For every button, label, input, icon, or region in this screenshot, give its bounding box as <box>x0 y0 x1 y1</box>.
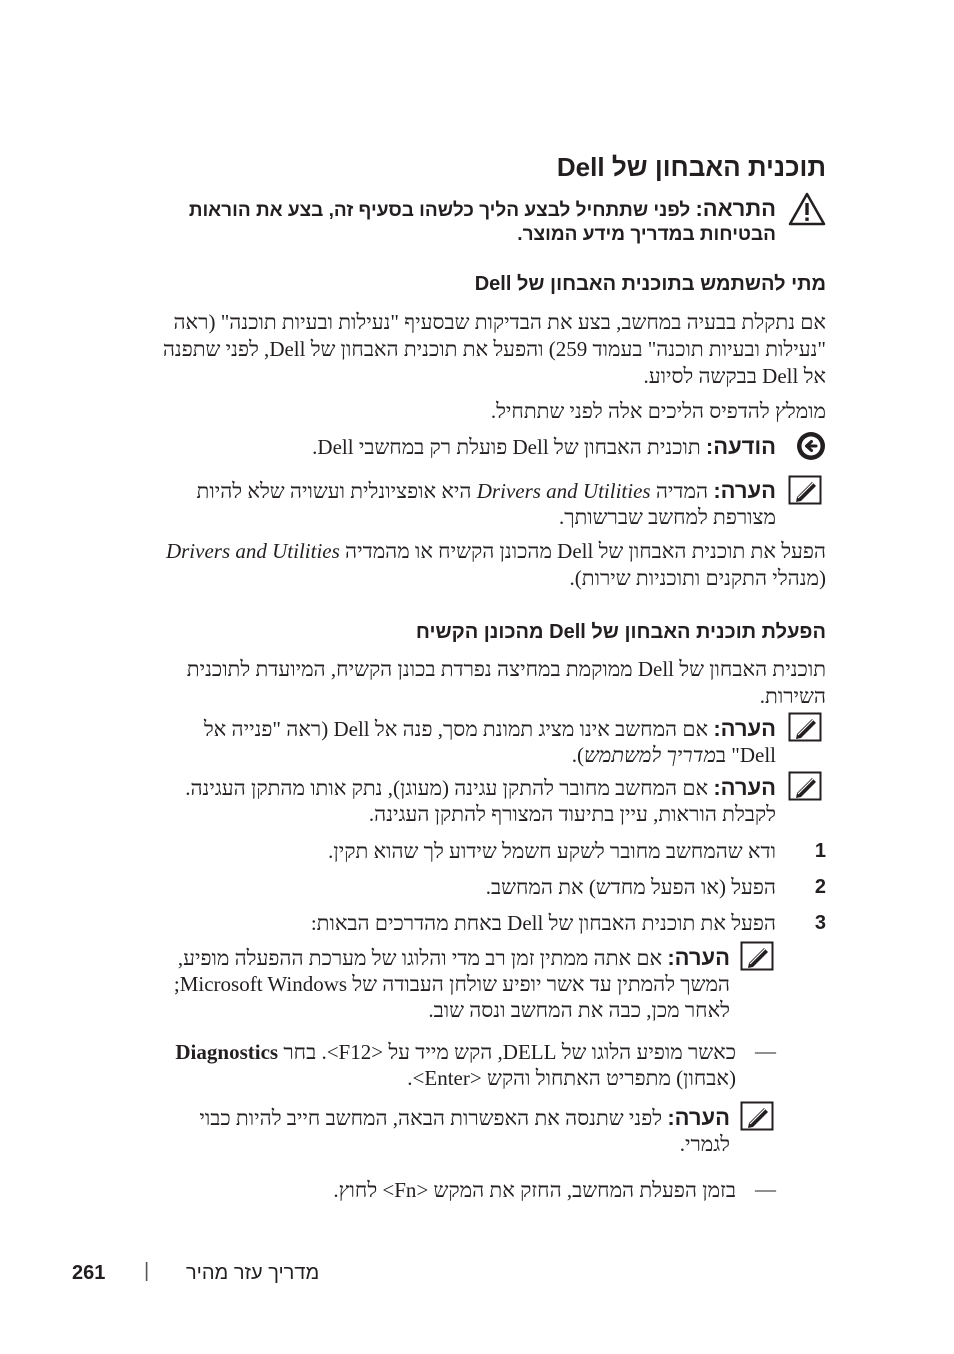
note-pencil-icon <box>788 771 822 801</box>
step-text: הפעל את תוכנית האבחון של Dell באחת מהדרכים הבאות: <box>310 911 776 935</box>
caution-line-1 <box>189 196 776 224</box>
section-heading-start-from-hard-drive: הפעלת תוכנית האבחון של Dell מהכונן הקשיח <box>415 621 826 643</box>
note-pencil-icon <box>788 712 822 742</box>
section-heading-when-to-use: מתי להשתמש בתוכנית האבחון של Dell <box>474 273 826 295</box>
note-text: המדיה <box>650 479 709 503</box>
diagnostics-menu-name: Diagnostics <box>175 1040 279 1064</box>
note-computer-off <box>199 1105 730 1131</box>
note-media-name: Drivers and Utilities <box>476 479 651 503</box>
note-computer-off-line-2: לגמרי. <box>679 1132 730 1156</box>
note-docking-device-line-2: לקבלת הוראות, עיין בתיעוד המצורף להתקן העגינה. <box>368 802 776 826</box>
step-text: ודא שהמחשב מחובר לשקע חשמל שידוע לך שהוא תקין. <box>328 839 776 863</box>
option-f12-line-2: (אבחון) מתפריט האתחול והקש <Enter>. <box>407 1066 736 1090</box>
option-dash: — <box>755 1177 776 1201</box>
note-no-screen-image <box>204 716 776 742</box>
note-media-optional <box>197 478 776 504</box>
note-label: הערה: <box>713 478 776 503</box>
caution-text-1: לפני שתתחיל לבצע הליך כלשהו בסעיף זה, בצע את הוראות <box>188 200 691 221</box>
option-dash: — <box>755 1039 776 1063</box>
note-wait-too-long <box>178 945 730 971</box>
paragraph-utility-partition <box>106 656 826 710</box>
note-text: היא אופציונלית ועשויה שלא להיות <box>196 479 477 503</box>
option-text: כאשר מופיע הלוגו של DELL, הקש מייד על <F12>. בחר <box>278 1040 736 1064</box>
notice-dell-only <box>312 434 776 460</box>
note-text: אם המחשב מחובר להתקן עגינה (מעוגן), נתק אותו מהתקן העגינה. <box>185 776 709 800</box>
note-text: ). <box>571 743 584 767</box>
note-text: אם המחשב אינו מציג תמונת מסך, פנה אל Dell (ראה "פנייה אל <box>203 717 709 741</box>
note-label: הערה: <box>667 945 730 970</box>
caution-text-2: הבטיחות במדריך מידע המוצר. <box>517 224 776 245</box>
note-media-optional-line-2: מצורפת למחשב שברשותך. <box>558 505 776 529</box>
notice-label: הודעה: <box>705 434 776 459</box>
option-fn-key: בזמן הפעלת המחשב, החזק את המקש <Fn> לחוץ. <box>333 1178 736 1202</box>
note-pencil-icon <box>788 475 822 505</box>
step-number: 3 <box>814 912 826 934</box>
media-name: Drivers and Utilities <box>165 539 340 563</box>
step-number: 2 <box>814 876 826 898</box>
paragraph-text: הפעל את תוכנית האבחון של Dell מהכונן הקשיח או מהמדיה <box>339 539 826 563</box>
paragraph-line <box>106 538 826 565</box>
paragraph-line: "נעילות ובעיות תוכנה" בעמוד 259) והפעל את תוכנית האבחון של Dell, לפני שתפנה <box>162 337 826 361</box>
note-wait-too-long-line-3: לאחר מכן, כבה את המחשב ונסה שוב. <box>428 998 730 1022</box>
users-guide-title: מדריך למשתמש <box>583 743 716 767</box>
note-no-screen-image-line-2 <box>572 742 776 768</box>
paragraph-line: השירות. <box>759 684 826 708</box>
paragraph-print-procedures <box>106 398 826 425</box>
page-number: 261 <box>72 1262 106 1284</box>
paragraph-line: אם נתקלת בבעיה במחשב, בצע את הבדיקות שבסעיף "נעילות ובעיות תוכנה" (ראה <box>173 310 826 334</box>
note-wait-too-long-line-2: המשך להמתין עד אשר יופיע שולחן העבודה של Microsoft Windows; <box>173 972 730 996</box>
notice-text: תוכנית האבחון של Dell פועלת רק במחשבי Dell. <box>312 435 701 459</box>
note-docking-device <box>185 775 776 801</box>
paragraph-when-to-use <box>106 309 826 390</box>
footer-separator: | <box>144 1260 150 1282</box>
step-number: 1 <box>814 840 826 862</box>
caution-label: התראה: <box>695 196 776 221</box>
note-text: אם אתה ממתין זמן רב מדי והלוגו של מערכת ההפעלה מופיע, <box>177 946 663 970</box>
paragraph-line: מומלץ להדפיס הליכים אלה לפני שתתחיל. <box>490 399 826 423</box>
page-title: תוכנית האבחון של Dell <box>556 152 826 182</box>
step-text: הפעל (או הפעל מחדש) את המחשב. <box>485 875 776 899</box>
option-f12-line-1 <box>175 1039 736 1065</box>
footer-book-title: מדריך עזר מהיר <box>186 1262 320 1284</box>
paragraph-run-from <box>106 538 826 592</box>
note-label: הערה: <box>713 716 776 741</box>
paragraph-line: אל Dell בבקשה לסיוע. <box>643 364 826 388</box>
paragraph-line: תוכנית האבחון של Dell ממוקמת במחיצה נפרדת בכונן הקשיח, המיועדת לתוכנית <box>186 657 826 681</box>
notice-icon <box>796 431 826 461</box>
paragraph-line: (מנהלי התקנים ותוכניות שירות). <box>569 566 826 590</box>
note-label: הערה: <box>713 775 776 800</box>
note-label: הערה: <box>667 1105 730 1130</box>
note-text: לפני שתנסה את האפשרות הבאה, המחשב חייב להיות כבוי <box>199 1106 663 1130</box>
note-pencil-icon <box>740 941 774 971</box>
note-text: Dell" ב <box>715 743 776 767</box>
note-pencil-icon <box>740 1101 774 1131</box>
warning-triangle-icon <box>788 192 826 226</box>
